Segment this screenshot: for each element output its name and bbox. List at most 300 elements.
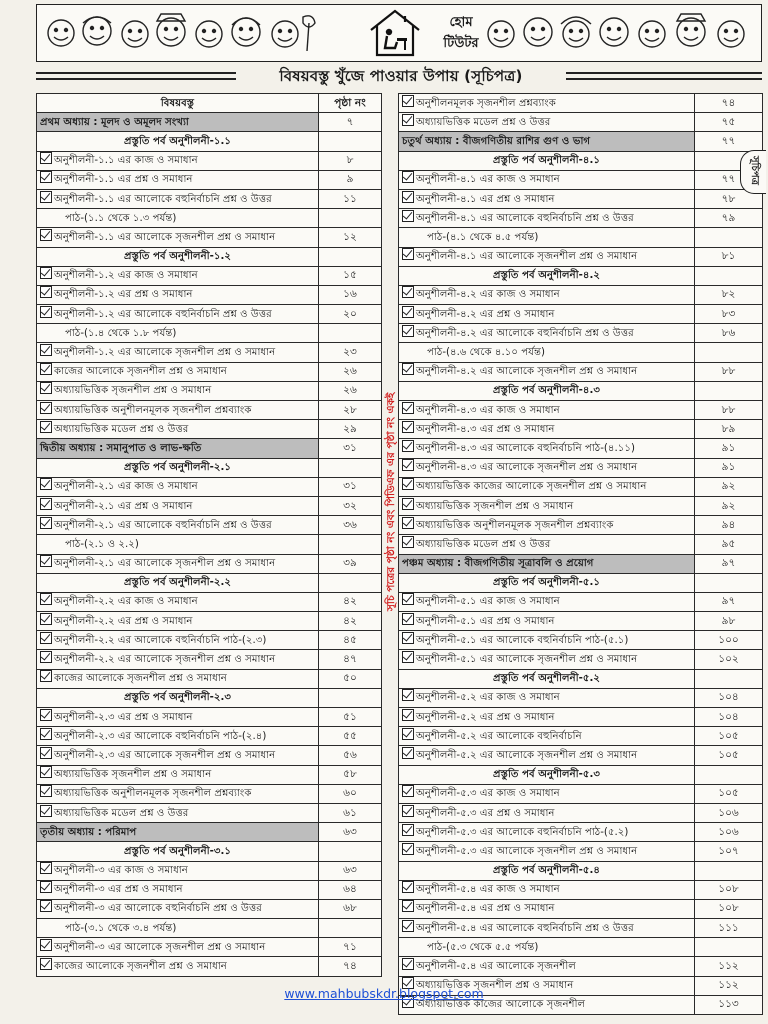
toc-entry-text: পাঠ-(১.৪ থেকে ১.৮ পর্যন্ত) [65, 327, 177, 339]
checkbox-icon [40, 709, 52, 721]
toc-entry-cell [37, 592, 319, 611]
toc-row [37, 305, 382, 324]
section-heading-row [37, 247, 382, 266]
checkbox-icon [40, 747, 52, 759]
toc-entry-cell [399, 496, 695, 515]
toc-entry-text: অধ্যায়ভিত্তিক মডেল প্রশ্ন ও উত্তর [416, 116, 551, 128]
section-heading-row [37, 842, 382, 861]
page-number-cell: ৭ [319, 113, 382, 132]
toc-entry-cell [37, 554, 319, 573]
page-number-cell: ৭৮ [695, 189, 763, 208]
toc-entry-text: অনুশীলনী-৫.৪ এর প্রশ্ন ও সমাধান [416, 903, 555, 915]
page-number-cell: ১০৪ [695, 708, 763, 727]
checkbox-icon [40, 382, 52, 394]
checkbox-icon [402, 593, 414, 605]
chapter-row [37, 823, 382, 842]
toc-row [399, 228, 763, 247]
checkbox-icon [402, 498, 414, 510]
page-number-cell: ৮৩ [695, 305, 763, 324]
page-number-cell: ৪৭ [319, 650, 382, 669]
toc-row [37, 477, 382, 496]
toc-entry-cell [37, 170, 319, 189]
toc-row [37, 401, 382, 420]
checkbox-icon [40, 402, 52, 414]
toc-entry-cell [37, 228, 319, 247]
checkbox-icon [40, 939, 52, 951]
toc-row [37, 324, 382, 343]
checkbox-icon [402, 728, 414, 740]
page-number-cell: ৩১ [319, 439, 382, 458]
toc-row [399, 439, 763, 458]
checkbox-icon [402, 286, 414, 298]
toc-entry-cell [399, 688, 695, 707]
toc-entry-cell [37, 94, 319, 113]
toc-entry-cell [37, 496, 319, 515]
toc-row [399, 535, 763, 554]
page-number-cell: ১০২ [695, 650, 763, 669]
side-tab [740, 150, 766, 194]
page-number-cell: ১০৮ [695, 899, 763, 918]
toc-entry-text: অনুশীলনী-৫.৪ এর আলোকে বহুনির্বাচনি প্রশ্ন ও উত্তর [416, 922, 634, 934]
toc-row [399, 919, 763, 938]
page-number-cell: ২৬ [319, 381, 382, 400]
toc-row [399, 823, 763, 842]
toc-entry-text: পাঠ-(৪.৬ থেকে ৪.১০ পর্যন্ত) [427, 347, 545, 359]
page-number-cell: ৯৭ [695, 592, 763, 611]
toc-entry-text: অনুশীলনী-৪.১ এর আলোকে বহুনির্বাচনি প্রশ্ন ও উত্তর [416, 212, 634, 224]
page-number-cell: ১১৩ [695, 995, 763, 1014]
toc-entry-text: অনুশীলনী-৫.৩ এর প্রশ্ন ও সমাধান [416, 807, 555, 819]
toc-row [399, 458, 763, 477]
page-number-cell: ১১ [319, 189, 382, 208]
page-number-cell: ১০৬ [695, 823, 763, 842]
checkbox-icon [402, 805, 414, 817]
checkbox-icon [402, 171, 414, 183]
toc-entry-text: অনুশীলনী-৫.৩ এর আলোকে বহুনির্বাচনি পাঠ-(৫.২) [416, 826, 629, 838]
page-number-cell: ৭৪ [319, 957, 382, 976]
toc-entry-text: অনুশীলনী-৪.৩ এর আলোকে বহুনির্বাচনি পাঠ-(৪.১১) [416, 442, 635, 454]
section-heading-row [399, 266, 763, 285]
page-number-cell: ৯২ [695, 477, 763, 496]
toc-row [399, 343, 763, 362]
toc-entry-cell [37, 401, 319, 420]
checkbox-icon [40, 862, 52, 874]
toc-row [399, 113, 763, 132]
toc-entry-text: অধ্যায়ভিত্তিক অনুশীলনমূলক সৃজনশীল প্রশ্নব্যাংক [416, 519, 614, 531]
toc-entry-text: কাজের আলোকে সৃজনশীল প্রশ্ন ও সমাধান [54, 673, 227, 685]
page-number-cell: ৮২ [695, 285, 763, 304]
toc-entry-text: অনুশীলনী-৪.৩ এর প্রশ্ন ও সমাধান [416, 423, 555, 435]
toc-entry-text: প্রস্তুতি পর্ব অনুশীলনী-৪.২ [493, 270, 600, 282]
checkbox-icon [402, 632, 414, 644]
header-band [36, 4, 762, 62]
toc-row [399, 746, 763, 765]
toc-entry-text: অনুশীলনী-৪.২ এর প্রশ্ন ও সমাধান [416, 308, 555, 320]
toc-row [37, 535, 382, 554]
checkbox-icon [40, 785, 52, 797]
page-number-cell: ৪২ [319, 592, 382, 611]
toc-entry-text: অনুশীলনী-৩ এর প্রশ্ন ও সমাধান [54, 884, 183, 896]
page-number-cell: ৮১ [695, 247, 763, 266]
toc-row [399, 285, 763, 304]
toc-row [399, 592, 763, 611]
toc-entry-cell [399, 189, 695, 208]
toc-row [37, 228, 382, 247]
title-rule-left [36, 72, 236, 80]
title-row [36, 64, 762, 88]
page-number-cell [695, 669, 763, 688]
page-number-cell: ৪৫ [319, 631, 382, 650]
toc-entry-cell [399, 305, 695, 324]
toc-row [37, 919, 382, 938]
toc-row [37, 861, 382, 880]
toc-row [399, 688, 763, 707]
toc-entry-text: অধ্যায়ভিত্তিক মডেল প্রশ্ন ও উত্তর [54, 807, 189, 819]
section-heading-row [399, 573, 763, 592]
toc-entry-cell [399, 842, 695, 861]
toc-entry-text: অনুশীলনী-৪.২ এর কাজ ও সমাধান [416, 289, 560, 301]
toc-row [37, 765, 382, 784]
page-number-cell: ৯১ [695, 458, 763, 477]
side-tab-label: সূচিপত্র [749, 156, 760, 185]
page-number-cell: ১০০ [695, 631, 763, 650]
toc-entry-cell [399, 957, 695, 976]
checkbox-icon [40, 421, 52, 433]
toc-entry-cell [399, 209, 695, 228]
toc-row [399, 94, 763, 113]
section-heading-row [37, 458, 382, 477]
toc-entry-cell [37, 631, 319, 650]
page-number-cell: ১১১ [695, 919, 763, 938]
toc-entry-cell [399, 439, 695, 458]
page-number-cell: ১০৫ [695, 746, 763, 765]
checkbox-icon [40, 498, 52, 510]
page-number-cell: ৯৫ [695, 535, 763, 554]
toc-entry-cell [37, 957, 319, 976]
toc-entry-text: অনুশীলনী-৩ এর আলোকে সৃজনশীল প্রশ্ন ও সমাধান [54, 941, 266, 953]
page-number-cell: ৮ [319, 151, 382, 170]
toc-entry-text: অনুশীলনী-৩ এর আলোকে বহুনির্বাচনি প্রশ্ন ও উত্তর [54, 903, 262, 915]
toc-row [37, 420, 382, 439]
page-number-cell: ৯৪ [695, 516, 763, 535]
page-number-cell: ৬৪ [319, 880, 382, 899]
toc-entry-cell [399, 803, 695, 822]
toc-entry-text: অনুশীলনী-৪.২ এর আলোকে বহুনির্বাচনি প্রশ্ন ও উত্তর [416, 327, 634, 339]
checkbox-icon [402, 709, 414, 721]
checkbox-icon [402, 191, 414, 203]
page-number-cell: ৭৫ [695, 113, 763, 132]
checkbox-icon [402, 881, 414, 893]
toc-row [399, 957, 763, 976]
checkbox-icon [40, 478, 52, 490]
toc-row [399, 209, 763, 228]
toc-entry-cell [399, 938, 695, 957]
section-heading-row [37, 573, 382, 592]
page-number-cell: পৃষ্ঠা নং [319, 94, 382, 113]
toc-row [37, 708, 382, 727]
toc-entry-text: কাজের আলোকে সৃজনশীল প্রশ্ন ও সমাধান [54, 366, 227, 378]
checkbox-icon [40, 306, 52, 318]
page-number-cell: ২৮ [319, 401, 382, 420]
checkbox-icon [402, 248, 414, 260]
logo-text-line-2: টিউটর [443, 36, 479, 51]
toc-row [37, 516, 382, 535]
toc-entry-text: অনুশীলনী-১.১ এর প্রশ্ন ও সমাধান [54, 174, 193, 186]
footer-link[interactable]: www.mahbubskdr.blogspot.com [284, 986, 484, 1001]
checkbox-icon [402, 459, 414, 471]
toc-entry-text: প্রস্তুতি পর্ব অনুশীলনী-৩.১ [124, 845, 231, 857]
page-number-cell: ৩২ [319, 496, 382, 515]
page-number-cell: ৬৩ [319, 823, 382, 842]
checkbox-icon [40, 670, 52, 682]
page-number-cell: ৫৫ [319, 727, 382, 746]
toc-entry-cell [399, 727, 695, 746]
toc-entry-cell [37, 669, 319, 688]
toc-entry-cell [399, 880, 695, 899]
toc-entry-cell [37, 362, 319, 381]
toc-entry-cell [399, 362, 695, 381]
toc-table-left [36, 93, 382, 977]
toc-entry-text: অধ্যায়ভিত্তিক মডেল প্রশ্ন ও উত্তর [416, 538, 551, 550]
checkbox-icon [402, 95, 414, 107]
toc-row [399, 247, 763, 266]
toc-row [37, 496, 382, 515]
toc-entry-text: প্রস্তুতি পর্ব অনুশীলনী-৪.১ [493, 155, 600, 167]
checkbox-icon [402, 824, 414, 836]
toc-entry-cell [37, 420, 319, 439]
toc-entry-cell [399, 612, 695, 631]
toc-row [37, 746, 382, 765]
toc-row [399, 477, 763, 496]
page-number-cell: ৬৩ [319, 861, 382, 880]
page-number-cell: ৮৬ [695, 324, 763, 343]
page-number-cell: ৬০ [319, 784, 382, 803]
toc-entry-text: অধ্যায়ভিত্তিক অনুশীলনমূলক সৃজনশীল প্রশ্নব্যাংক [54, 788, 252, 800]
checkbox-icon [402, 306, 414, 318]
checkbox-icon [40, 805, 52, 817]
page-number-cell: ৮৯ [695, 420, 763, 439]
page-number-cell: ৭৭ [695, 132, 763, 151]
toc-entry-text: পাঠ-(১.১ থেকে ১.৩ পর্যন্ত) [65, 212, 177, 224]
toc-entry-text: বিষয়বস্তু [160, 97, 195, 109]
toc-entry-text: অনুশীলনী-৪.১ এর প্রশ্ন ও সমাধান [416, 193, 555, 205]
toc-entry-cell [399, 266, 695, 285]
toc-entry-cell [399, 401, 695, 420]
toc-entry-cell [399, 573, 695, 592]
checkbox-icon [402, 689, 414, 701]
toc-entry-cell [37, 765, 319, 784]
page-number-cell: ১০৪ [695, 688, 763, 707]
checkbox-icon [40, 152, 52, 164]
toc-entry-cell [399, 343, 695, 362]
toc-row [399, 842, 763, 861]
page-number-cell: ৫০ [319, 669, 382, 688]
toc-entry-cell [399, 765, 695, 784]
page-number-cell: ৫৮ [319, 765, 382, 784]
page-number-cell: ১০৬ [695, 803, 763, 822]
page-number-cell: ৯৮ [695, 612, 763, 631]
page-number-cell: ৯ [319, 170, 382, 189]
toc-entry-text: প্রস্তুতি পর্ব অনুশীলনী-৫.১ [493, 577, 600, 589]
toc-row [37, 650, 382, 669]
page-number-cell: ৮৮ [695, 401, 763, 420]
toc-entry-cell [399, 228, 695, 247]
page-number-cell [319, 324, 382, 343]
toc-row [37, 727, 382, 746]
toc-entry-cell [399, 784, 695, 803]
toc-entry-text: অনুশীলনী-১.১ এর আলোকে বহুনির্বাচনি প্রশ্ন ও উত্তর [54, 193, 272, 205]
toc-entry-text: অনুশীলনী-২.১ এর কাজ ও সমাধান [54, 481, 198, 493]
toc-entry-text: অনুশীলনী-২.২ এর কাজ ও সমাধান [54, 596, 198, 608]
toc-row [399, 631, 763, 650]
toc-entry-text: অনুশীলনী-২.২ এর আলোকে সৃজনশীল প্রশ্ন ও সমাধান [54, 654, 276, 666]
section-heading-row [399, 381, 763, 400]
toc-entry-cell [399, 381, 695, 400]
checkbox-icon [40, 728, 52, 740]
page-number-cell: ৭৯ [695, 209, 763, 228]
home-tutor-logo [367, 8, 497, 58]
toc-row [37, 631, 382, 650]
checkbox-icon [402, 536, 414, 548]
checkbox-icon [40, 900, 52, 912]
checkbox-icon [402, 920, 414, 932]
toc-row [399, 727, 763, 746]
checkbox-icon [40, 363, 52, 375]
toc-entry-text: অনুশীলনী-২.৩ এর আলোকে বহুনির্বাচনি পাঠ-(২.৪) [54, 730, 267, 742]
toc-row [37, 189, 382, 208]
toc-entry-text: প্রস্তুতি পর্ব অনুশীলনী-৫.৪ [493, 865, 600, 877]
toc-entry-cell [37, 919, 319, 938]
toc-entry-text: অধ্যায়ভিত্তিক অনুশীলনমূলক সৃজনশীল প্রশ্নব্যাংক [54, 404, 252, 416]
toc-entry-cell [399, 516, 695, 535]
checkbox-icon [402, 210, 414, 222]
page-number-cell: ৯৭ [695, 554, 763, 573]
toc-entry-text: অনুশীলনী-১.২ এর কাজ ও সমাধান [54, 270, 198, 282]
children-illustration-right [481, 11, 757, 55]
toc-entry-cell [399, 899, 695, 918]
toc-entry-cell [399, 535, 695, 554]
checkbox-icon [40, 555, 52, 567]
toc-entry-cell [37, 324, 319, 343]
toc-entry-cell [399, 285, 695, 304]
toc-entry-cell [399, 669, 695, 688]
toc-entry-text: অধ্যায়ভিত্তিক মডেল প্রশ্ন ও উত্তর [54, 423, 189, 435]
toc-entry-text: অনুশীলনী-১.২ এর প্রশ্ন ও সমাধান [54, 289, 193, 301]
toc-entry-text: অনুশীলনী-১.২ এর আলোকে বহুনির্বাচনি প্রশ্ন ও উত্তর [54, 308, 272, 320]
toc-entry-cell [399, 170, 695, 189]
toc-entry-cell [399, 132, 695, 151]
checkbox-icon [40, 517, 52, 529]
toc-row [37, 784, 382, 803]
toc-row [37, 285, 382, 304]
toc-entry-text: পাঠ-(৪.১ থেকে ৪.৫ পর্যন্ত) [427, 231, 539, 243]
toc-entry-cell [37, 746, 319, 765]
checkbox-icon [402, 478, 414, 490]
toc-entry-cell [37, 688, 319, 707]
page-number-cell: ৮৮ [695, 362, 763, 381]
toc-entry-cell [399, 631, 695, 650]
toc-entry-cell [37, 708, 319, 727]
section-heading-row [399, 669, 763, 688]
toc-row [37, 554, 382, 573]
page-number-cell: ৬৮ [319, 899, 382, 918]
toc-entry-text: অনুশীলনী-৫.৪ এর আলোকে সৃজনশীল [416, 961, 576, 973]
toc-row [399, 496, 763, 515]
title-rule-right [566, 72, 762, 80]
page-number-cell [319, 209, 382, 228]
toc-row [399, 305, 763, 324]
checkbox-icon [40, 191, 52, 203]
toc-entry-text: অনুশীলনী-৪.২ এর আলোকে সৃজনশীল প্রশ্ন ও সমাধান [416, 366, 638, 378]
toc-entry-text: দ্বিতীয় অধ্যায় : সমানুপাত ও লাভ-ক্ষতি [40, 442, 202, 454]
children-illustration-left [41, 11, 323, 55]
toc-entry-cell [37, 305, 319, 324]
checkbox-icon [40, 267, 52, 279]
toc-entry-cell [37, 784, 319, 803]
checkbox-icon [40, 651, 52, 663]
toc-entry-cell [37, 727, 319, 746]
toc-entry-cell [399, 94, 695, 113]
toc-row [37, 880, 382, 899]
section-heading-row [37, 688, 382, 707]
page-number-cell: ৩৬ [319, 516, 382, 535]
toc-entry-cell [399, 823, 695, 842]
checkbox-icon [40, 632, 52, 644]
toc-row [37, 612, 382, 631]
chapter-row [37, 439, 382, 458]
page-number-cell: ১১২ [695, 976, 763, 995]
toc-entry-text: অনুশীলনী-২.২ এর আলোকে বহুনির্বাচনি পাঠ-(২.৩) [54, 634, 267, 646]
toc-entry-cell [37, 612, 319, 631]
toc-row [399, 362, 763, 381]
page-number-cell: ১৫ [319, 266, 382, 285]
page-number-cell: ১৬ [319, 285, 382, 304]
toc-entry-cell [399, 708, 695, 727]
toc-row [399, 708, 763, 727]
page-title: বিষয়বস্তু খুঁজে পাওয়ার উপায় (সূচিপত্র) [279, 67, 523, 85]
checkbox-icon [402, 747, 414, 759]
checkbox-icon [402, 651, 414, 663]
checkbox-icon [402, 440, 414, 452]
toc-entry-text: পঞ্চম অধ্যায় : বীজগণিতীয় সূত্রাবলি ও প্রয়োগ [402, 558, 594, 570]
toc-entry-text: প্রথম অধ্যায় : মূলদ ও অমূলদ সংখ্যা [40, 116, 189, 128]
toc-entry-text: প্রস্তুতি পর্ব অনুশীলনী-১.১ [124, 135, 231, 147]
page-number-cell: ৩১ [319, 477, 382, 496]
toc-entry-cell [37, 285, 319, 304]
toc-entry-cell [37, 132, 319, 151]
toc-entry-cell [399, 477, 695, 496]
toc-entry-text: প্রস্তুতি পর্ব অনুশীলনী-১.২ [124, 251, 231, 263]
toc-entry-text: অনুশীলনী-৫.১ এর আলোকে বহুনির্বাচনি পাঠ-(৫.১) [416, 634, 629, 646]
toc-entry-text: অনুশীলনী-২.৩ এর আলোকে সৃজনশীল প্রশ্ন ও সমাধান [54, 749, 276, 761]
checkbox-icon [402, 114, 414, 126]
toc-entry-text: অনুশীলনী-২.২ এর প্রশ্ন ও সমাধান [54, 615, 193, 627]
toc-entry-text: অনুশীলনী-২.১ এর আলোকে বহুনির্বাচনি প্রশ্ন ও উত্তর [54, 519, 272, 531]
toc-row [399, 899, 763, 918]
toc-entry-cell [37, 650, 319, 669]
toc-entry-text: অনুশীলনী-৫.১ এর আলোকে সৃজনশীল প্রশ্ন ও সমাধান [416, 654, 638, 666]
checkbox-icon [40, 593, 52, 605]
checkbox-icon [40, 958, 52, 970]
page-number-cell: ১০৮ [695, 880, 763, 899]
toc-entry-cell [37, 247, 319, 266]
toc-entry-text: অনুশীলনী-৩ এর কাজ ও সমাধান [54, 865, 188, 877]
toc-entry-cell [37, 861, 319, 880]
chapter-row [399, 554, 763, 573]
toc-entry-text: অনুশীলনী-৫.২ এর প্রশ্ন ও সমাধান [416, 711, 555, 723]
page-number-cell [319, 688, 382, 707]
page-number-cell: ২৩ [319, 343, 382, 362]
